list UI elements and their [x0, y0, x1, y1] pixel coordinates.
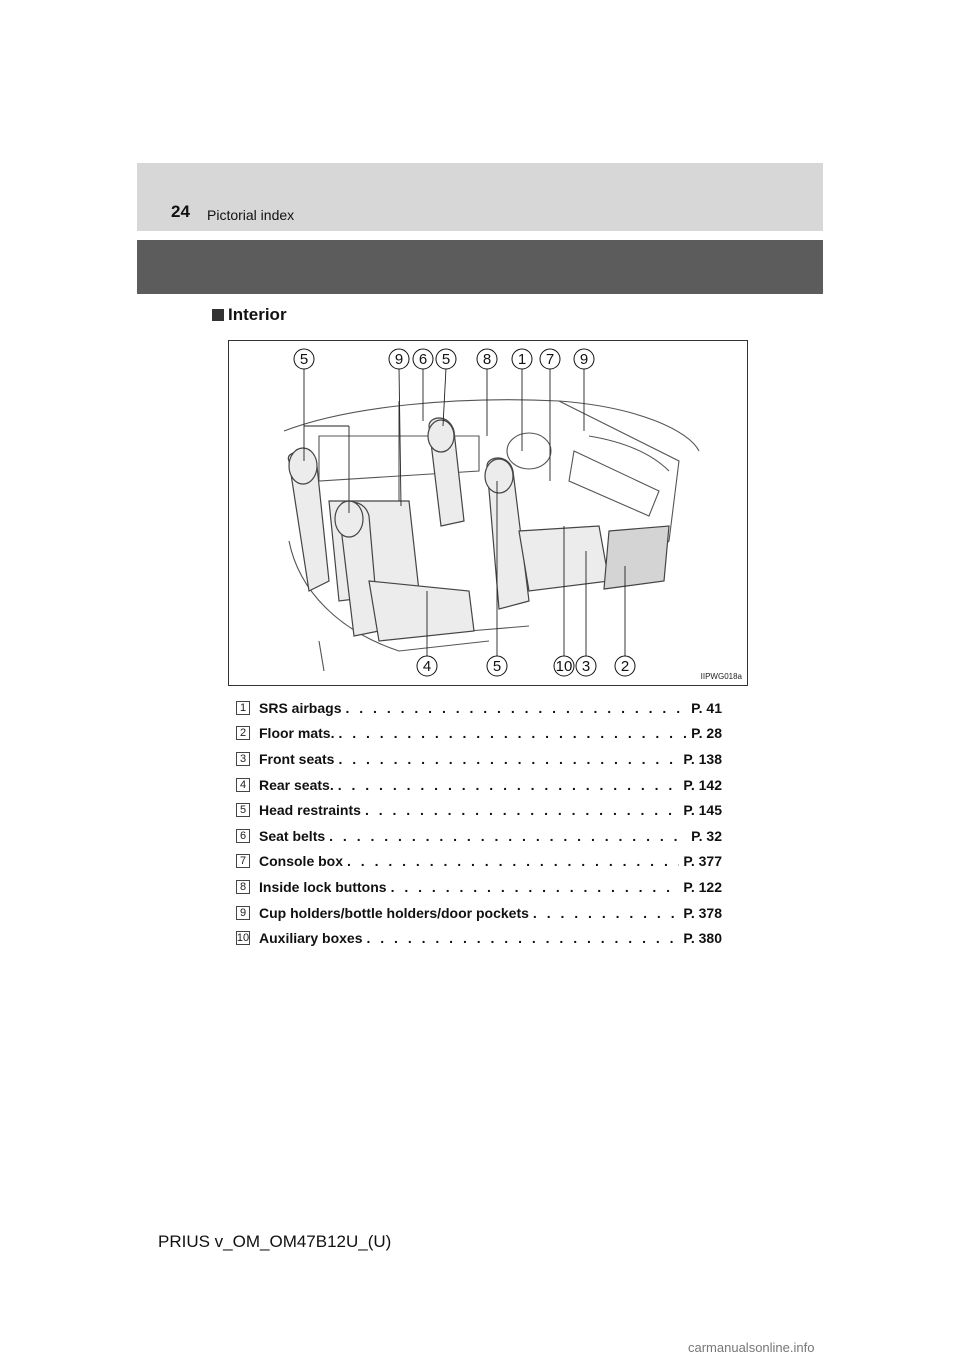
svg-text:9: 9 — [394, 351, 404, 368]
callout-bottom-4 — [576, 656, 596, 676]
item-label: Auxiliary boxes — [259, 930, 363, 947]
leader-dots — [338, 725, 687, 741]
front-head-restraint-right — [485, 459, 513, 493]
item-number-box: 4 — [236, 778, 250, 792]
svg-text:8: 8 — [482, 351, 492, 368]
callout-top-4 — [436, 349, 456, 369]
svg-text:4: 4 — [422, 658, 432, 675]
callout-bottom-2 — [487, 656, 507, 676]
section-title: Pictorial index — [207, 207, 295, 223]
callout-bottom-1 — [417, 656, 437, 676]
item-number-box: 7 — [236, 854, 250, 868]
rear-head-restraint-left — [289, 448, 317, 484]
item-number-box: 9 — [236, 906, 250, 920]
rear-seat-bottom — [369, 581, 474, 641]
callout-top-3 — [413, 349, 433, 369]
list-item — [236, 772, 722, 798]
page-reference[interactable]: P. 122 — [683, 878, 722, 895]
item-label: Head restraints — [259, 802, 361, 819]
item-number-box: 8 — [236, 880, 250, 894]
instrument-panel — [569, 451, 659, 516]
svg-text:5: 5 — [441, 351, 451, 368]
leader-dots — [345, 700, 687, 716]
chapter-band — [137, 240, 823, 294]
page-reference[interactable]: P. 145 — [683, 802, 722, 819]
svg-text:3: 3 — [581, 658, 591, 675]
leader-dots — [533, 905, 679, 921]
leader-dots — [338, 751, 679, 767]
item-number-box: 1 — [236, 701, 250, 715]
front-floor-mat — [604, 526, 669, 589]
list-item — [236, 721, 722, 747]
leader-dots — [338, 777, 680, 793]
section-heading — [212, 305, 287, 325]
callout-top-8 — [574, 349, 594, 369]
item-label: Seat belts — [259, 827, 326, 844]
list-item — [236, 746, 722, 772]
page-reference[interactable]: P. 142 — [683, 776, 722, 793]
list-item — [236, 874, 722, 900]
item-number-box: 3 — [236, 752, 250, 766]
interior-illustration — [228, 340, 748, 686]
dashboard-outline — [589, 436, 669, 471]
leader-dots — [365, 802, 679, 818]
item-label: SRS airbags — [259, 699, 342, 716]
callout-top-5 — [477, 349, 497, 369]
callout-top-2 — [389, 349, 409, 369]
item-number-box: 10 — [236, 932, 250, 945]
item-label: Front seats — [259, 750, 335, 767]
list-item — [236, 849, 722, 875]
item-label: Cup holders/bottle holders/door pockets — [259, 904, 529, 921]
svg-text:6: 6 — [418, 351, 428, 368]
roof-outline — [284, 400, 699, 451]
svg-text:7: 7 — [545, 351, 555, 368]
index-list — [236, 695, 722, 951]
item-number-box: 5 — [236, 803, 250, 817]
item-label: Console box — [259, 853, 344, 870]
callout-bottom-3 — [554, 656, 574, 676]
svg-text:1: 1 — [517, 351, 527, 368]
leader-dots — [347, 853, 679, 869]
list-item — [236, 695, 722, 721]
page-reference[interactable]: P. 41 — [691, 699, 722, 716]
item-label: Inside lock buttons — [259, 878, 387, 895]
callout-top-1 — [294, 349, 314, 369]
svg-text:5: 5 — [299, 351, 309, 368]
interior-drawing — [229, 341, 749, 687]
leader-dots — [329, 828, 687, 844]
page-number: 24 — [171, 202, 190, 221]
page-reference[interactable]: P. 380 — [683, 930, 722, 947]
svg-text:9: 9 — [579, 351, 589, 368]
front-head-restraint-left — [428, 420, 454, 452]
heading-text: Interior — [228, 305, 287, 324]
list-item — [236, 925, 722, 951]
list-item — [236, 900, 722, 926]
list-item — [236, 823, 722, 849]
item-label: Rear seats. — [259, 776, 334, 793]
item-number-box: 2 — [236, 726, 250, 740]
steering-wheel — [507, 433, 551, 469]
watermark[interactable]: carmanualsonline.info — [688, 1340, 815, 1355]
svg-text:10: 10 — [555, 658, 573, 675]
page-reference[interactable]: P. 28 — [691, 725, 722, 742]
leader-dots — [367, 930, 680, 946]
item-label: Floor mats. — [259, 725, 335, 742]
figure-code: IIPWG018a — [700, 672, 742, 681]
page-reference[interactable]: P. 138 — [683, 750, 722, 767]
callout-bottom-5 — [615, 656, 635, 676]
square-bullet-icon — [212, 309, 224, 321]
document-code: PRIUS v_OM_OM47B12U_(U) — [158, 1232, 392, 1251]
list-item — [236, 797, 722, 823]
callout-top-7 — [540, 349, 560, 369]
svg-text:5: 5 — [492, 658, 502, 675]
page-reference[interactable]: P. 32 — [691, 827, 722, 844]
page-reference[interactable]: P. 377 — [683, 853, 722, 870]
leader-dots — [391, 879, 680, 895]
page-reference[interactable]: P. 378 — [683, 904, 722, 921]
item-number-box: 6 — [236, 829, 250, 843]
svg-text:2: 2 — [620, 658, 630, 675]
callout-top-6 — [512, 349, 532, 369]
